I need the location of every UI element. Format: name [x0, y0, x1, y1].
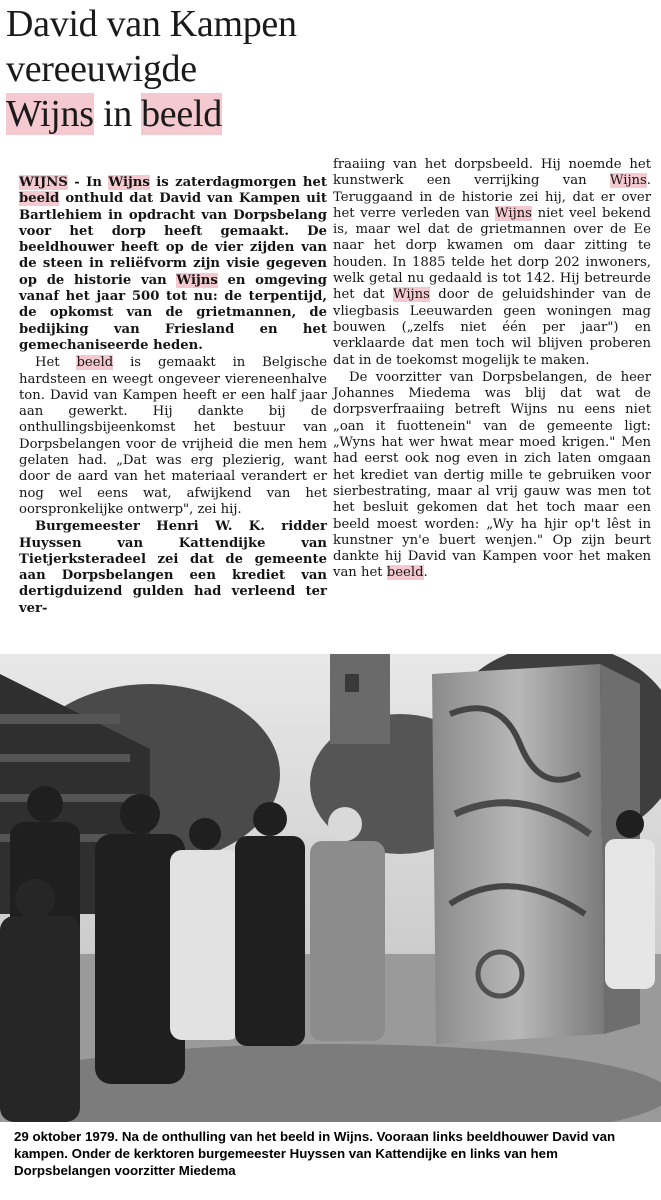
highlighted-keyword: Wijns: [609, 173, 647, 189]
highlighted-keyword: Wijns: [108, 175, 150, 190]
headline-in: in: [93, 93, 142, 135]
article-column-1: [19, 175, 327, 617]
highlighted-keyword: beeld: [76, 355, 114, 371]
highlighted-keyword: Wijns: [176, 272, 218, 288]
headline-line-2: vereeuwigde: [6, 48, 197, 90]
highlighted-keyword: WIJNS: [19, 175, 68, 190]
highlighted-keyword: Wijns: [495, 205, 532, 221]
article-text: - In: [67, 175, 109, 190]
article-text: .: [423, 565, 428, 581]
highlighted-keyword: beeld: [19, 191, 60, 207]
headline: [6, 2, 336, 137]
article-paragraph: [19, 519, 327, 617]
headline-line-1: David van Kampen: [6, 3, 297, 45]
article-text: . Teruggaand in de historie zei hij, dat er over het verre verleden van: [333, 173, 651, 221]
article-text: niet veel bekend is, maar wel dat de grietmannen over de Ee naar het dorp kwamen om daar zitting te houden. In 1885 telde het dorp 202 inwoners, welk getal nu gedaald is tot 142. Hij betreurde het dat: [333, 205, 651, 303]
article-column-2: [333, 157, 651, 582]
headline-highlight-beeld: beeld: [141, 93, 222, 135]
article-text: onthuld dat David van Kampen uit Bartlehiem in opdracht van Dorpsbelang voor het dorp heeft gemaakt. De beeldhouwer heeft op de vier zijden van de steen in reliëfvorm zijn visie gegeven op de historie van: [19, 191, 327, 288]
headline-line-3: [6, 92, 336, 137]
news-photo-unveiling: [0, 654, 661, 1122]
photo-caption: 29 oktober 1979. Na de onthulling van het beeld in Wijns. Vooraan links beeldhouwer David van kampen. Onder de kerktoren burgemeester Huyssen van Kattendijke en links van hem Dorpsbelangen voorzitter Miedema: [14, 1129, 616, 1178]
article-text: is gemaakt in Belgische hardsteen en weegt ongeveer viereneenhalve ton. David van Kampen heeft er een half jaar aan gewerkt. Hij dankte bij de onthullingsbijeenkomst het bestuur van Dorpsbelangen voor de vrijheid die men hem gelaten had. „Dat was erg plezierig, want door de aard van het materiaal verandert er nog wel eens wat, afwijkend van het oorspronkelijke ontwerp", zei hij.: [19, 355, 327, 517]
article-text: fraaiing van het dorpsbeeld. Hij noemde het kunstwerk een verrijking van: [333, 157, 651, 189]
article-text: Burgemeester Henri W. K. ridder Huyssen van Kattendijke van Tietjerksteradeel zei dat de gemeente aan Dorpsbelangen een krediet van dertigduizend gulden had verleend ter ver-: [19, 519, 327, 616]
article-paragraph: [333, 157, 651, 369]
article-paragraph: [333, 370, 651, 582]
article-text: door de geluidshinder van de vliegbasis Leeuwarden geen woningen mag bouwen („zelfs niet één per jaar") en verklaarde dat men toch wil blijven proberen dat in de toekomst mogelijk te maken.: [333, 287, 651, 368]
article-paragraph: [19, 175, 327, 354]
article-text: De voorzitter van Dorpsbelangen, de heer Johannes Miedema was blij dat wat de dorpsverfraaiing betreft Wijns nu eens niet „oan it fuottenein" van de gemeente ligt: „Wyns hat wer hwat mear moed krigen." Men had eerst ook nog even in zich laten omgaan het krediet van dertig mille te gebruiken voor sierbestrating, maar al vrij gauw was men tot het besluit gekomen dat het toch maar een beeld moest worden: „Wy ha hjir op't lêst in kunstner yn'e buert wenjen." Op zijn beurt dankte hij David van Kampen voor het maken van het: [333, 369, 651, 581]
article-text: is zaterdagmorgen het: [149, 175, 327, 190]
highlighted-keyword: beeld: [386, 565, 424, 581]
headline-highlight-wijns: Wijns: [6, 93, 94, 135]
article-text: en omgeving vanaf het jaar 500 tot nu: de terpentijd, de opkomst van de grietmannen, de bedijking van Friesland en het gemechaniseerde heden.: [19, 272, 327, 353]
photo-illustration: [0, 654, 661, 1122]
highlighted-keyword: Wijns: [393, 287, 430, 303]
article-text: Het: [35, 355, 77, 371]
article-paragraph: [19, 355, 327, 518]
